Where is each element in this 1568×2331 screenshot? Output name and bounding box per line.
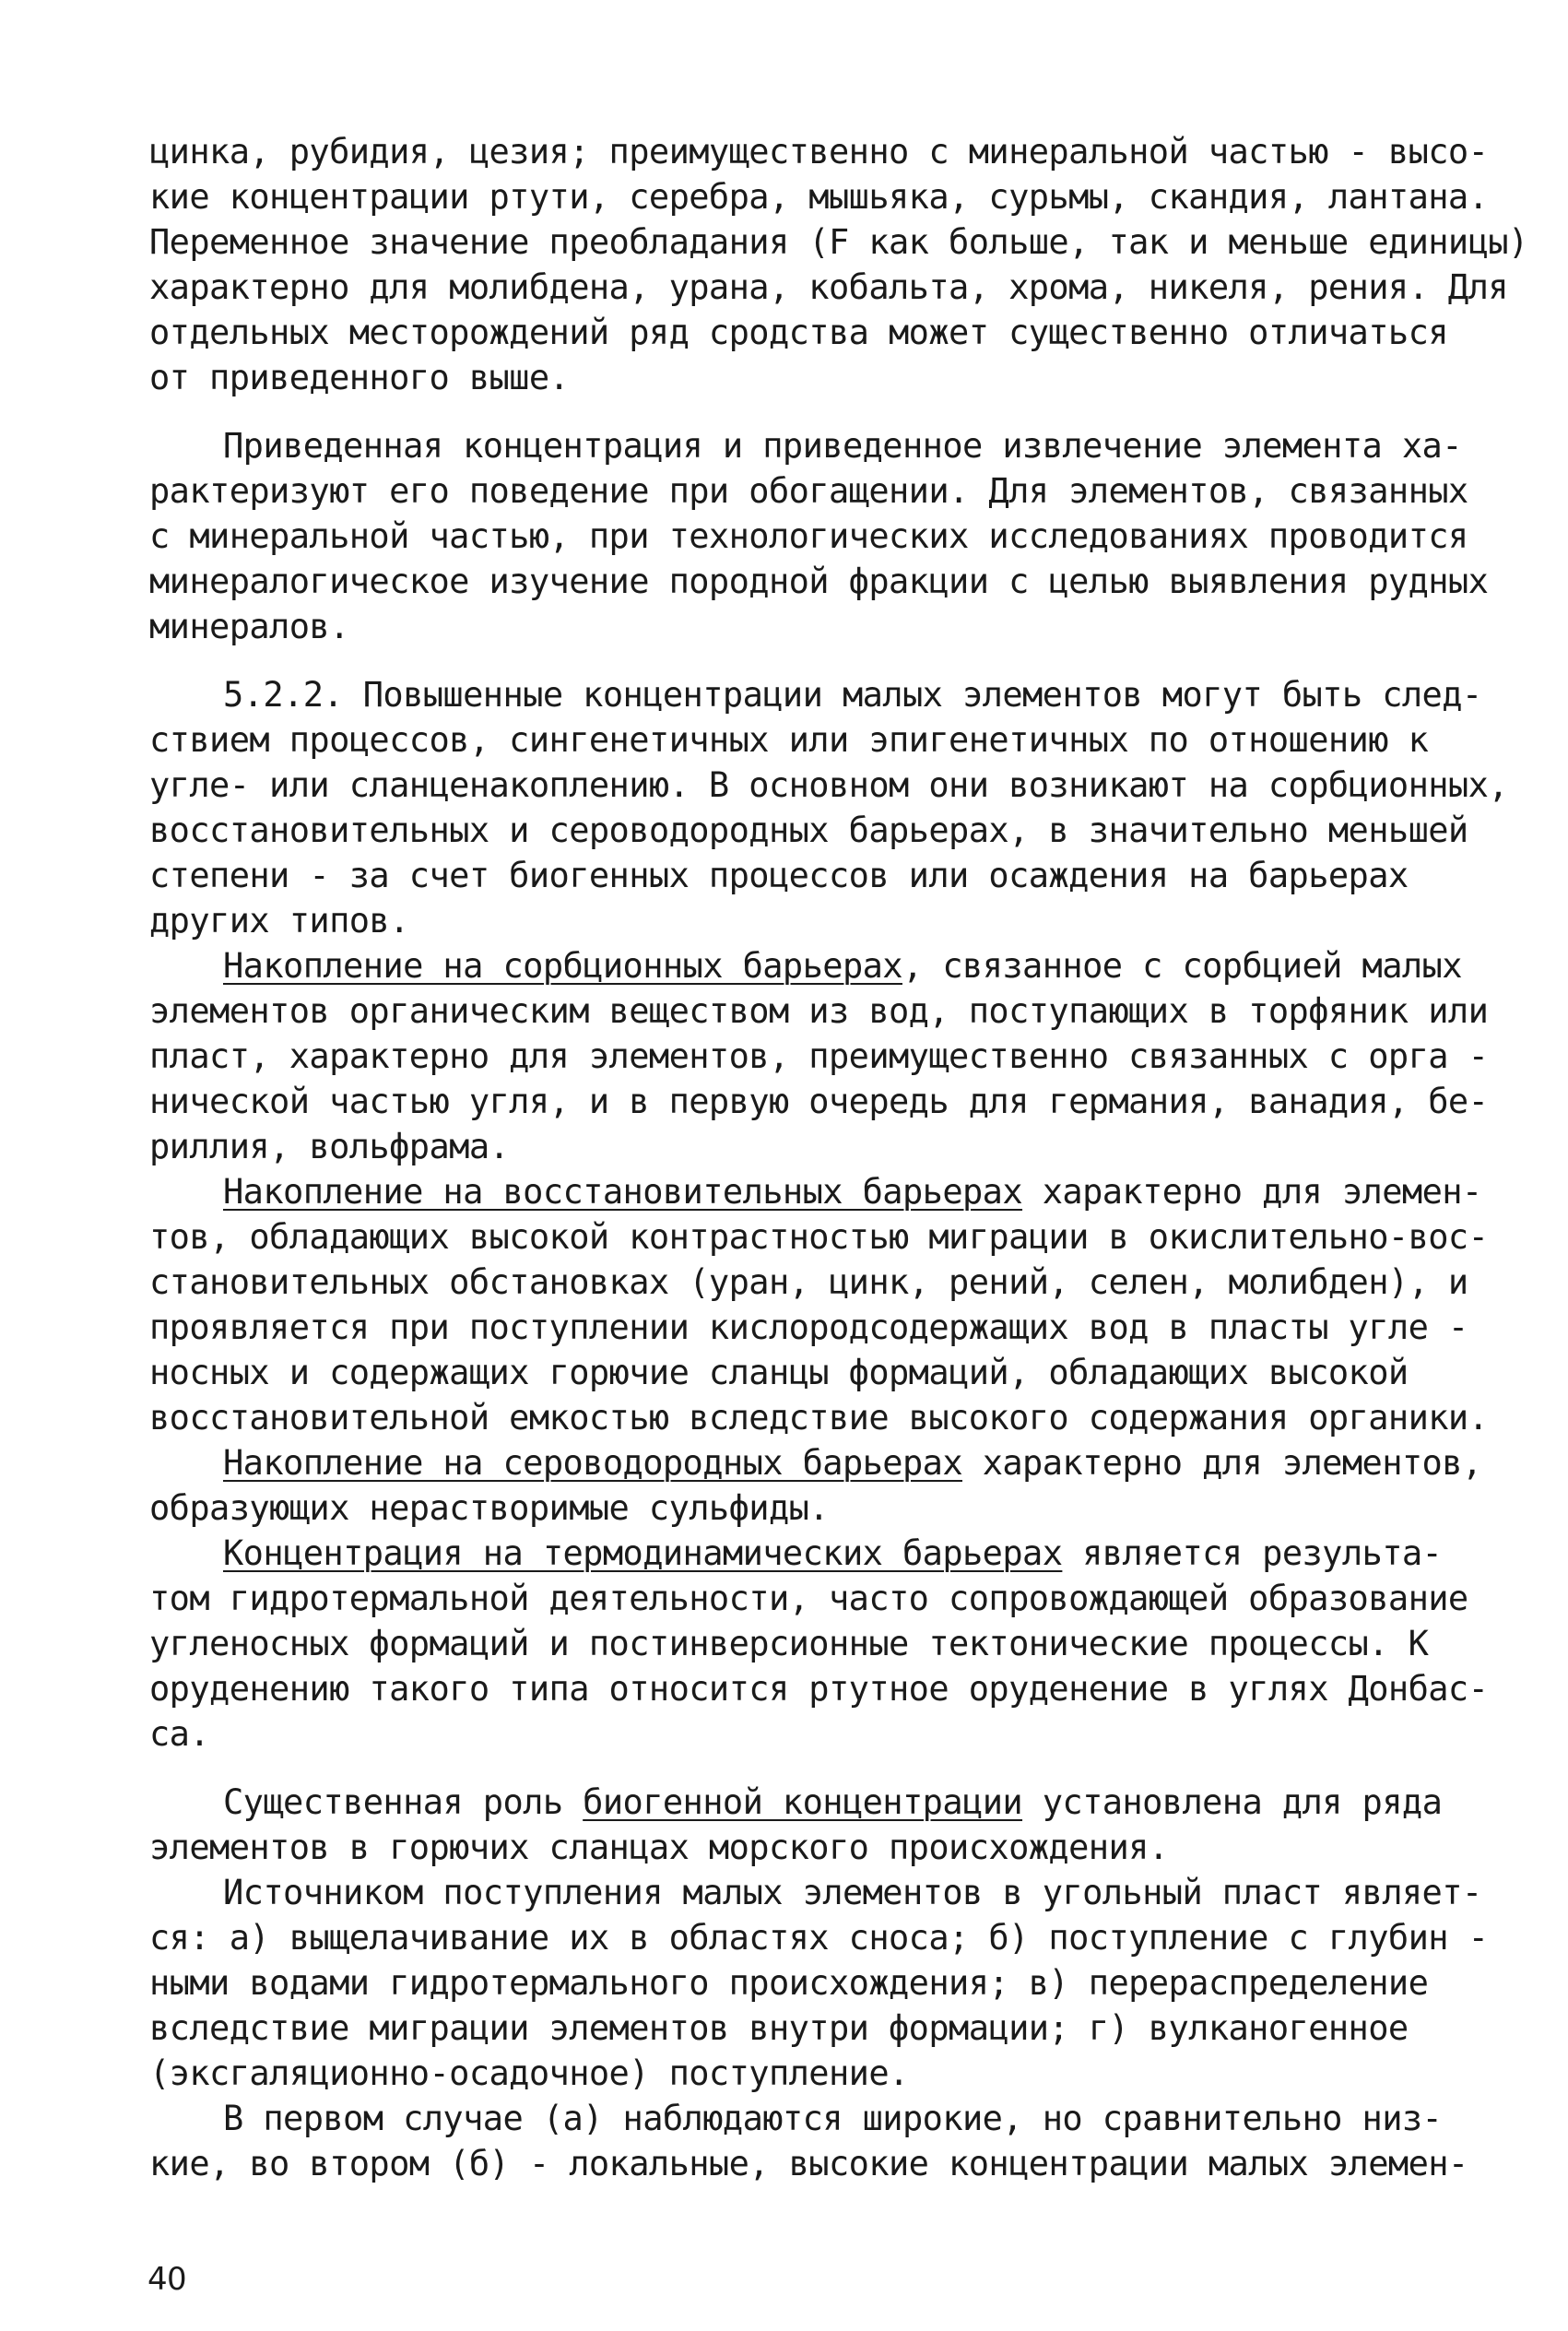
text-line <box>149 1440 1482 1485</box>
text-line: том гидротермальной деятельности, часто сопровождающей образование <box>149 1579 1468 1618</box>
paragraph-section-5-2-2 <box>149 672 1508 943</box>
underlined-term: биогенной концентрации <box>583 1782 1023 1822</box>
text-line: риллия, вольфрама. <box>149 1127 510 1166</box>
text-line: кие концентрации ртути, серебра, мышьяка, сурьмы, скандия, лантана. <box>149 177 1489 217</box>
text-line: проявляется при поступлении кислородсодержащих вод в пласты угле - <box>149 1307 1468 1347</box>
text-span: установлена для ряда <box>1022 1782 1443 1822</box>
paragraph-first-case <box>149 2096 1468 2186</box>
paragraph-gap <box>149 649 1435 672</box>
text-line: цинка, рубидия, цезия; преимущественно с минеральной частью - высо- <box>149 132 1489 172</box>
text-line: с минеральной частью, при технологических исследованиях проводится <box>149 516 1468 556</box>
text-line: пласт, характерно для элементов, преимущественно связанных с орга - <box>149 1036 1489 1076</box>
paragraph-thermodynamic-barriers <box>149 1531 1489 1757</box>
text-line: угленосных формаций и постинверсионные тектонические процессы. К <box>149 1624 1429 1663</box>
text-line: рактеризуют его поведение при обогащении. Для элементов, связанных <box>149 471 1468 511</box>
text-line: угле- или сланценакоплению. В основном они возникают на сорбционных, <box>149 765 1508 805</box>
text-line: элементов органическим веществом из вод, поступающих в торфяник или <box>149 991 1489 1031</box>
text-line: Приведенная концентрация и приведенное извлечение элемента ха- <box>223 426 1462 466</box>
text-line: вследствие миграции элементов внутри формации; г) вулканогенное <box>149 2008 1409 2048</box>
paragraph-biogenic-concentration <box>149 1780 1443 1870</box>
paragraph-2 <box>149 423 1489 649</box>
text-line: элементов в горючих сланцах морского происхождения. <box>149 1828 1169 1867</box>
text-span: , связанное с сорбцией малых <box>902 946 1462 986</box>
text-line: характерно для молибдена, урана, кобальта, хрома, никеля, рения. Для <box>149 267 1508 307</box>
underlined-term: Накопление на сорбционных барьерах <box>223 946 902 986</box>
page-number: 40 <box>147 2261 187 2298</box>
text-line: Источником поступления малых элементов в угольный пласт являет- <box>223 1873 1482 1912</box>
paragraph-sources <box>149 1870 1489 2096</box>
text-line: отдельных месторождений ряд сродства может существенно отличаться <box>149 313 1448 352</box>
text-line <box>149 1780 1443 1825</box>
paragraph-gap <box>149 400 1435 423</box>
text-line: минералов. <box>149 607 349 646</box>
text-line: восстановительных и сероводородных барьерах, в значительно меньшей <box>149 811 1468 850</box>
underlined-term: Концентрация на термодинамических барьерах <box>223 1533 1063 1573</box>
text-line: других типов. <box>149 901 409 941</box>
paragraph-reduction-barriers <box>149 1169 1489 1440</box>
text-line: ся: а) выщелачивание их в областях сноса; б) поступление с глубин - <box>149 1918 1489 1958</box>
text-line: носных и содержащих горючие сланцы формаций, обладающих высокой <box>149 1353 1409 1392</box>
text-line <box>149 943 1462 988</box>
text-line: оруденению такого типа относится ртутное оруденение в углях Донбас- <box>149 1669 1489 1709</box>
underlined-term: Накопление на восстановительных барьерах <box>223 1172 1023 1212</box>
text-span: характерно для элементов, <box>962 1443 1482 1483</box>
underlined-term: Накопление на сероводородных барьерах <box>223 1443 963 1483</box>
paragraph-hydrogen-sulfide-barriers <box>149 1440 1482 1531</box>
paragraph-1 <box>149 129 1528 400</box>
text-span: характерно для элемен- <box>1022 1172 1482 1212</box>
text-line: ными водами гидротермального происхождения; в) перераспределение <box>149 1963 1429 2003</box>
text-line: минералогическое изучение породной фракции с целью выявления рудных <box>149 562 1489 601</box>
text-line: степени - за счет биогенных процессов или осаждения на барьерах <box>149 856 1409 895</box>
text-line <box>149 1531 1443 1576</box>
text-line: нической частью угля, и в первую очередь для германия, ванадия, бе- <box>149 1082 1489 1121</box>
text-line <box>149 1169 1482 1214</box>
text-line: са. <box>149 1714 210 1754</box>
text-line: кие, во втором (б) - локальные, высокие концентрации малых элемен- <box>149 2144 1468 2183</box>
paragraph-sorption-barriers <box>149 943 1489 1169</box>
text-span: Существенная роль <box>223 1782 584 1822</box>
text-line: восстановительной емкостью вследствие высокого содержания органики. <box>149 1398 1489 1438</box>
text-line: образующих нерастворимые сульфиды. <box>149 1488 829 1528</box>
text-line: от приведенного выше. <box>149 358 570 397</box>
text-span: является результа- <box>1062 1533 1443 1573</box>
text-line: Переменное значение преобладания (F как больше, так и меньше единицы) <box>149 222 1528 262</box>
text-line: (эксгаляционно-осадочное) поступление. <box>149 2053 909 2093</box>
text-line: 5.2.2. Повышенные концентрации малых элементов могут быть след- <box>223 675 1482 715</box>
paragraph-gap <box>149 1757 1435 1780</box>
body-text <box>149 129 1528 2186</box>
text-line: становительных обстановках (уран, цинк, рений, селен, молибден), и <box>149 1262 1468 1302</box>
text-line: В первом случае (а) наблюдаются широкие, но сравнительно низ- <box>223 2099 1443 2138</box>
text-line: тов, обладающих высокой контрастностью миграции в окислительно-вос- <box>149 1217 1489 1257</box>
text-line: ствием процессов, сингенетичных или эпигенетичных по отношению к <box>149 720 1429 760</box>
